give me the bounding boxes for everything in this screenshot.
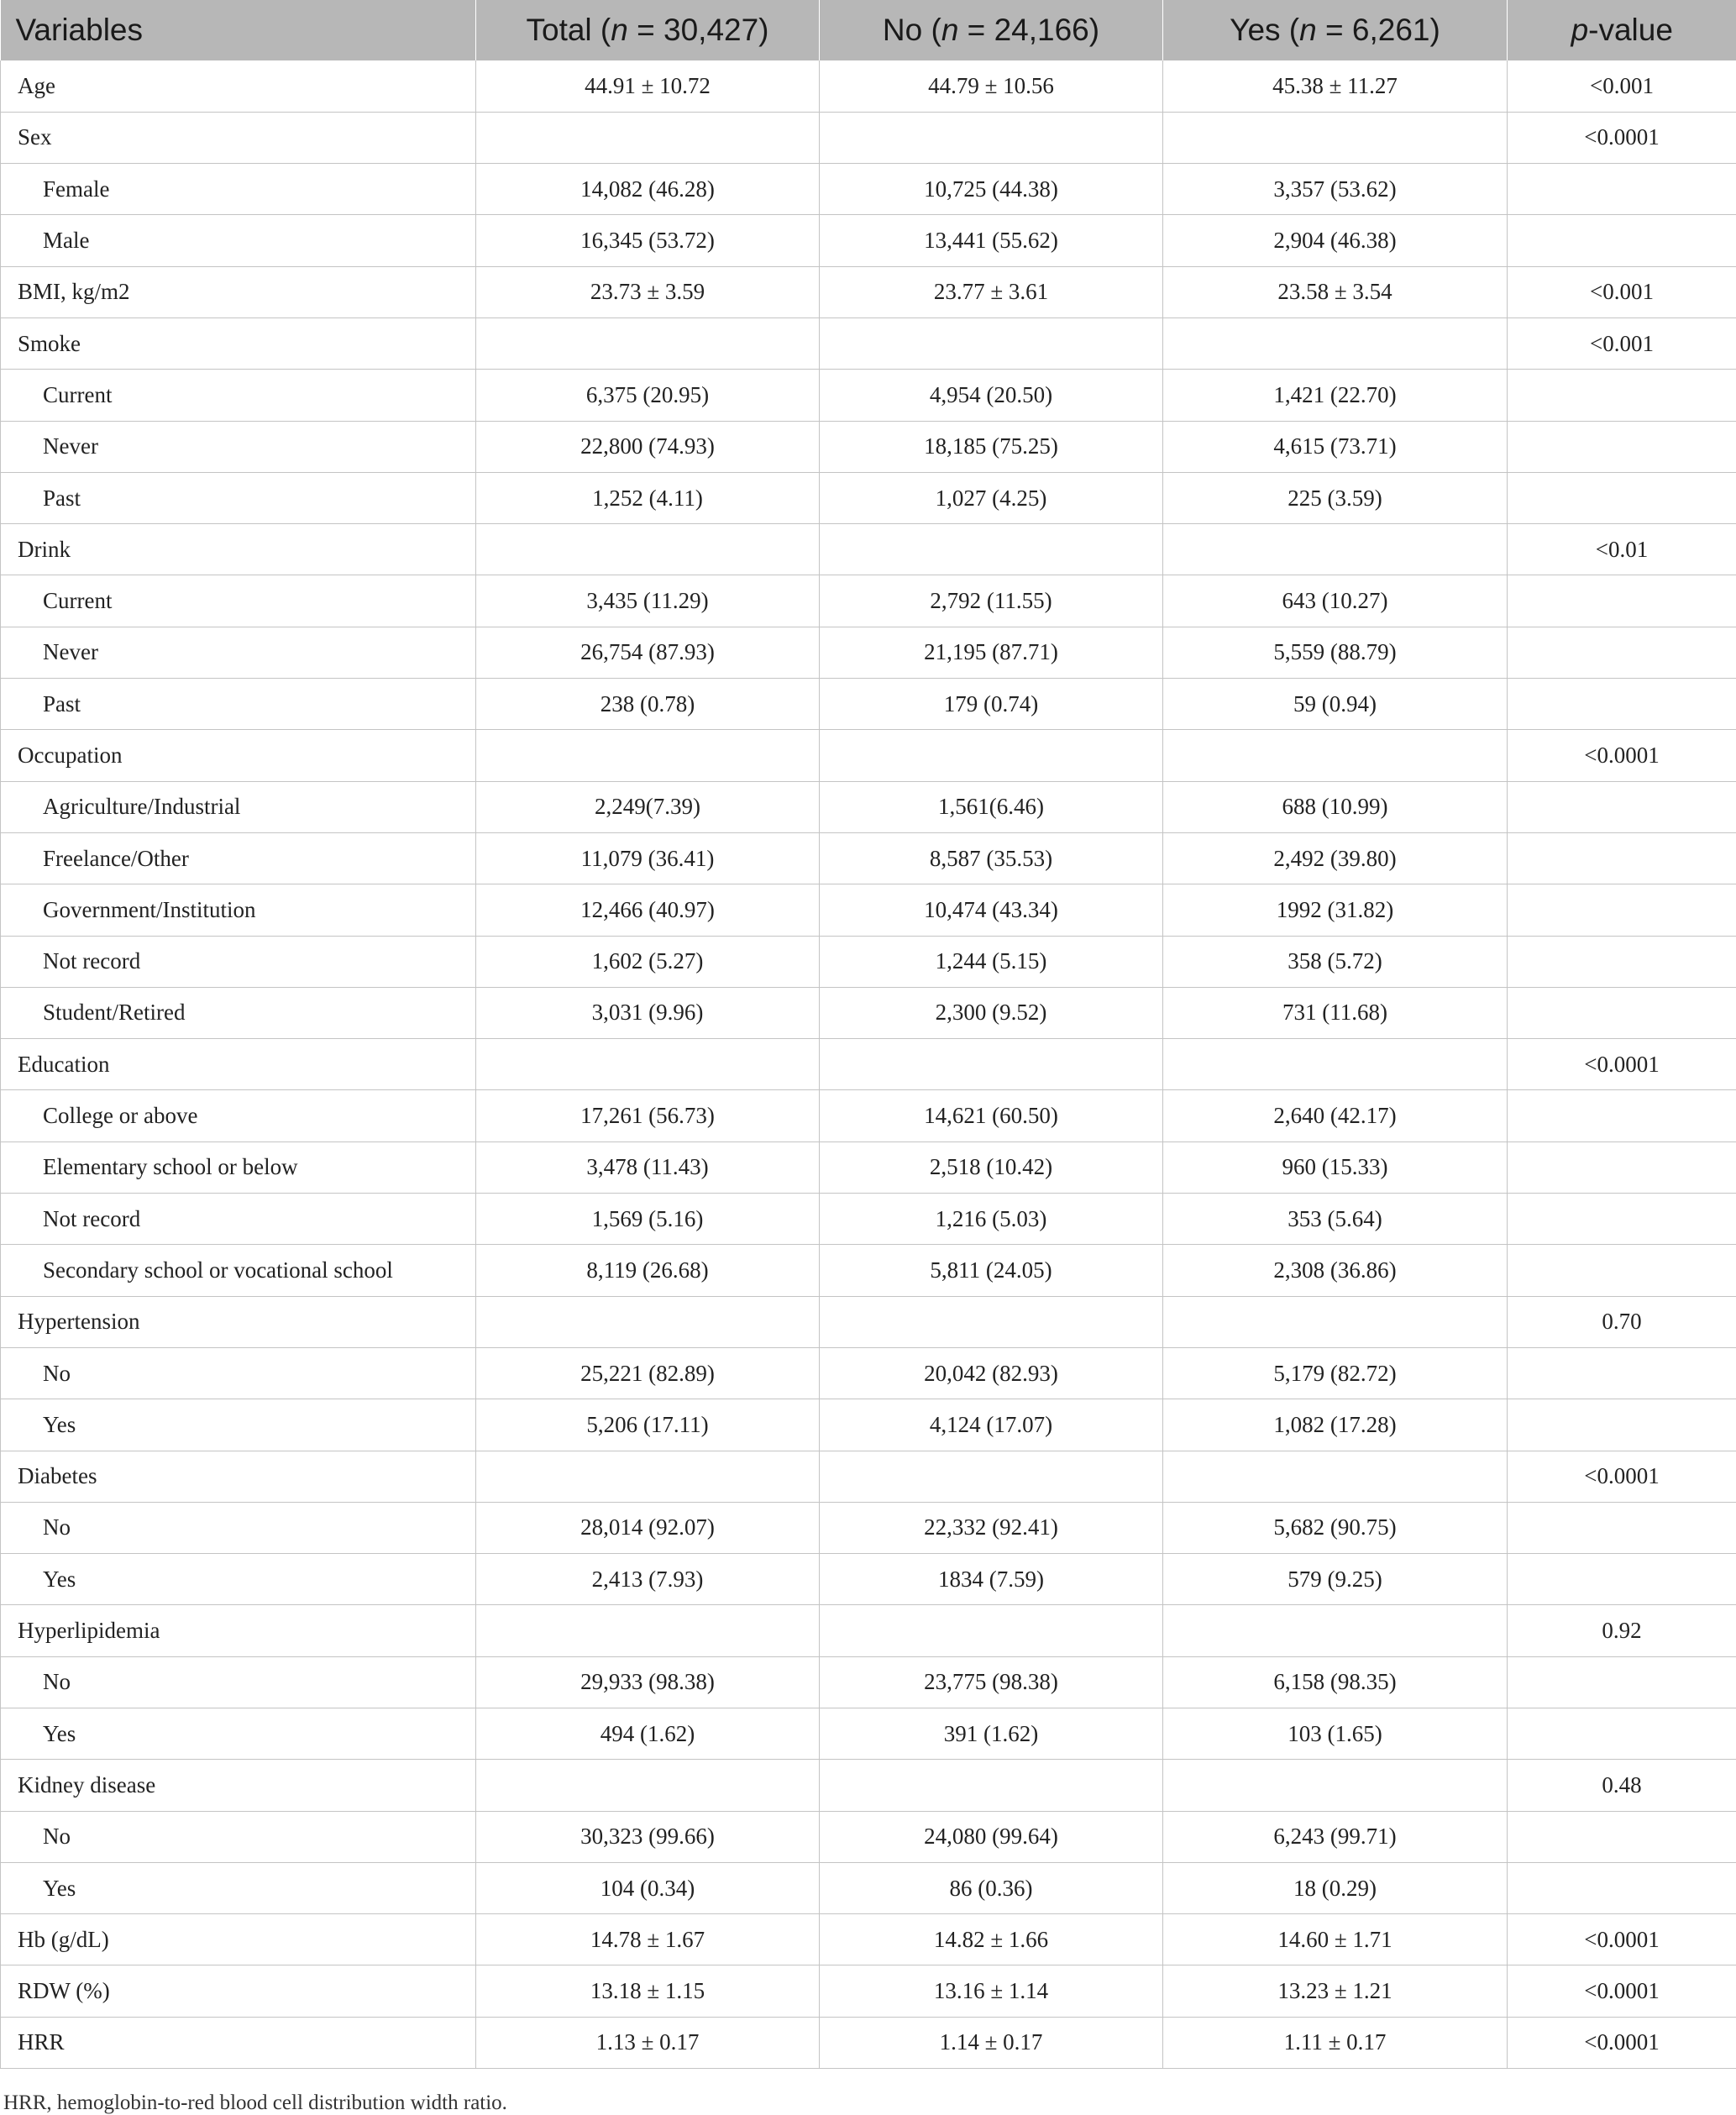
yes-cell: 5,559 (88.79) — [1163, 627, 1508, 678]
variable-cell: Agriculture/Industrial — [1, 781, 476, 832]
variable-cell: Hypertension — [1, 1296, 476, 1347]
p-value-cell — [1508, 1862, 1736, 1913]
p-value-cell — [1508, 936, 1736, 987]
p-value-cell — [1508, 627, 1736, 678]
total-cell: 494 (1.62) — [476, 1708, 820, 1760]
table-subrow — [1, 936, 1736, 987]
yes-cell: 579 (9.25) — [1163, 1554, 1508, 1605]
table-row — [1, 1760, 1736, 1811]
total-cell — [476, 524, 820, 575]
table-row — [1, 318, 1736, 369]
yes-cell: 2,492 (39.80) — [1163, 832, 1508, 884]
no-cell: 44.79 ± 10.56 — [820, 60, 1163, 112]
table-subrow — [1, 1862, 1736, 1913]
yes-cell: 6,158 (98.35) — [1163, 1656, 1508, 1708]
table-subrow — [1, 987, 1736, 1038]
yes-cell: 4,615 (73.71) — [1163, 421, 1508, 472]
variable-cell: Yes — [1, 1399, 476, 1451]
total-cell — [476, 1605, 820, 1656]
p-value-cell — [1508, 679, 1736, 730]
variable-cell: No — [1, 1502, 476, 1553]
header-variables: Variables — [1, 0, 476, 60]
variable-cell: Secondary school or vocational school — [1, 1245, 476, 1296]
table-subrow — [1, 1554, 1736, 1605]
no-cell: 2,792 (11.55) — [820, 575, 1163, 627]
table-row — [1, 266, 1736, 318]
p-value-cell: <0.001 — [1508, 266, 1736, 318]
variable-cell: College or above — [1, 1090, 476, 1141]
table-subrow — [1, 421, 1736, 472]
total-cell: 14,082 (46.28) — [476, 164, 820, 215]
no-cell: 13,441 (55.62) — [820, 215, 1163, 266]
header-total: Total (n = 30,427) — [476, 0, 820, 60]
variable-cell: Elementary school or below — [1, 1141, 476, 1193]
header-yes: Yes (n = 6,261) — [1163, 0, 1508, 60]
no-cell — [820, 318, 1163, 369]
variable-cell: Not record — [1, 1194, 476, 1245]
table-subrow — [1, 370, 1736, 421]
no-cell: 8,587 (35.53) — [820, 832, 1163, 884]
yes-cell: 59 (0.94) — [1163, 679, 1508, 730]
variable-cell: Current — [1, 575, 476, 627]
variable-cell: No — [1, 1811, 476, 1862]
variable-cell: Past — [1, 472, 476, 523]
p-value-cell: <0.0001 — [1508, 2017, 1736, 2068]
table-subrow — [1, 1141, 1736, 1193]
no-cell — [820, 1451, 1163, 1502]
no-cell — [820, 524, 1163, 575]
table-row — [1, 1296, 1736, 1347]
no-cell: 179 (0.74) — [820, 679, 1163, 730]
table-subrow — [1, 627, 1736, 678]
no-cell: 2,300 (9.52) — [820, 987, 1163, 1038]
header-row — [1, 0, 1736, 60]
table-row — [1, 1914, 1736, 1965]
yes-cell: 103 (1.65) — [1163, 1708, 1508, 1760]
total-cell: 11,079 (36.41) — [476, 832, 820, 884]
no-cell: 22,332 (92.41) — [820, 1502, 1163, 1553]
total-cell — [476, 112, 820, 163]
no-cell: 5,811 (24.05) — [820, 1245, 1163, 1296]
yes-cell: 358 (5.72) — [1163, 936, 1508, 987]
no-cell: 14,621 (60.50) — [820, 1090, 1163, 1141]
variable-cell: Yes — [1, 1862, 476, 1913]
header-p-value: p-value — [1571, 13, 1673, 47]
p-value-cell: <0.001 — [1508, 318, 1736, 369]
yes-cell: 6,243 (99.71) — [1163, 1811, 1508, 1862]
p-value-cell — [1508, 215, 1736, 266]
yes-cell — [1163, 730, 1508, 781]
table-row — [1, 1451, 1736, 1502]
no-cell — [820, 112, 1163, 163]
no-cell: 1834 (7.59) — [820, 1554, 1163, 1605]
table-subrow — [1, 472, 1736, 523]
variable-cell: Smoke — [1, 318, 476, 369]
variable-cell: Hyperlipidemia — [1, 1605, 476, 1656]
table-subrow — [1, 575, 1736, 627]
table-row — [1, 112, 1736, 163]
yes-cell: 688 (10.99) — [1163, 781, 1508, 832]
no-cell — [820, 730, 1163, 781]
yes-cell: 225 (3.59) — [1163, 472, 1508, 523]
yes-cell — [1163, 318, 1508, 369]
variable-cell: HRR — [1, 2017, 476, 2068]
p-value-cell: 0.48 — [1508, 1760, 1736, 1811]
p-value-cell: 0.70 — [1508, 1296, 1736, 1347]
total-cell: 6,375 (20.95) — [476, 370, 820, 421]
no-cell — [820, 1605, 1163, 1656]
p-value-cell — [1508, 575, 1736, 627]
variable-cell: Yes — [1, 1554, 476, 1605]
yes-cell: 1,421 (22.70) — [1163, 370, 1508, 421]
p-value-cell — [1508, 1554, 1736, 1605]
total-cell: 14.78 ± 1.67 — [476, 1914, 820, 1965]
variable-cell: Drink — [1, 524, 476, 575]
table-subrow — [1, 781, 1736, 832]
total-cell: 1,569 (5.16) — [476, 1194, 820, 1245]
p-value-cell: <0.0001 — [1508, 730, 1736, 781]
variable-cell: Student/Retired — [1, 987, 476, 1038]
p-value-cell: 0.92 — [1508, 1605, 1736, 1656]
variable-cell: Male — [1, 215, 476, 266]
table-header — [1, 0, 1736, 60]
table-row — [1, 1605, 1736, 1656]
variable-cell: Yes — [1, 1708, 476, 1760]
p-value-cell — [1508, 1090, 1736, 1141]
no-cell — [820, 1039, 1163, 1090]
total-cell: 5,206 (17.11) — [476, 1399, 820, 1451]
table-subrow — [1, 1708, 1736, 1760]
p-value-cell: <0.0001 — [1508, 1914, 1736, 1965]
p-value-cell — [1508, 832, 1736, 884]
p-value-cell — [1508, 1399, 1736, 1451]
p-value-cell: <0.0001 — [1508, 1965, 1736, 2017]
no-cell: 14.82 ± 1.66 — [820, 1914, 1163, 1965]
total-cell: 29,933 (98.38) — [476, 1656, 820, 1708]
no-cell: 4,124 (17.07) — [820, 1399, 1163, 1451]
variable-cell: Hb (g/dL) — [1, 1914, 476, 1965]
p-value-cell — [1508, 1141, 1736, 1193]
total-cell: 8,119 (26.68) — [476, 1245, 820, 1296]
no-cell: 391 (1.62) — [820, 1708, 1163, 1760]
total-cell: 3,435 (11.29) — [476, 575, 820, 627]
p-value-cell — [1508, 472, 1736, 523]
variable-cell: Current — [1, 370, 476, 421]
no-cell: 10,725 (44.38) — [820, 164, 1163, 215]
p-value-cell — [1508, 1708, 1736, 1760]
variable-cell: Age — [1, 60, 476, 112]
total-cell: 30,323 (99.66) — [476, 1811, 820, 1862]
total-cell: 1,602 (5.27) — [476, 936, 820, 987]
yes-cell: 2,308 (36.86) — [1163, 1245, 1508, 1296]
yes-cell: 3,357 (53.62) — [1163, 164, 1508, 215]
yes-cell: 1,082 (17.28) — [1163, 1399, 1508, 1451]
total-cell — [476, 1760, 820, 1811]
variable-cell: RDW (%) — [1, 1965, 476, 2017]
total-cell: 104 (0.34) — [476, 1862, 820, 1913]
total-cell: 1,252 (4.11) — [476, 472, 820, 523]
table-row — [1, 730, 1736, 781]
total-cell — [476, 1451, 820, 1502]
yes-cell — [1163, 112, 1508, 163]
variable-cell: Not record — [1, 936, 476, 987]
yes-cell: 1992 (31.82) — [1163, 884, 1508, 936]
table-subrow — [1, 884, 1736, 936]
no-cell: 20,042 (82.93) — [820, 1347, 1163, 1399]
yes-cell — [1163, 1451, 1508, 1502]
table-subrow — [1, 832, 1736, 884]
p-value-cell — [1508, 1502, 1736, 1553]
p-value-cell — [1508, 1656, 1736, 1708]
yes-cell: 731 (11.68) — [1163, 987, 1508, 1038]
yes-cell: 2,640 (42.17) — [1163, 1090, 1508, 1141]
p-value-cell — [1508, 884, 1736, 936]
variable-cell: Education — [1, 1039, 476, 1090]
no-cell: 18,185 (75.25) — [820, 421, 1163, 472]
table-subrow — [1, 1656, 1736, 1708]
table-footnote: HRR, hemoglobin-to-red blood cell distribution width ratio. — [3, 2091, 507, 2114]
total-cell: 44.91 ± 10.72 — [476, 60, 820, 112]
variable-cell: Never — [1, 421, 476, 472]
yes-cell: 960 (15.33) — [1163, 1141, 1508, 1193]
yes-cell: 353 (5.64) — [1163, 1194, 1508, 1245]
table-subrow — [1, 164, 1736, 215]
no-cell: 1,244 (5.15) — [820, 936, 1163, 987]
p-value-cell — [1508, 1245, 1736, 1296]
no-cell: 1,216 (5.03) — [820, 1194, 1163, 1245]
total-cell: 2,413 (7.93) — [476, 1554, 820, 1605]
p-value-cell — [1508, 781, 1736, 832]
total-cell: 17,261 (56.73) — [476, 1090, 820, 1141]
total-cell: 13.18 ± 1.15 — [476, 1965, 820, 2017]
yes-cell — [1163, 1296, 1508, 1347]
table-subrow — [1, 1347, 1736, 1399]
yes-cell: 5,682 (90.75) — [1163, 1502, 1508, 1553]
variable-cell: Never — [1, 627, 476, 678]
total-cell — [476, 730, 820, 781]
no-cell — [820, 1296, 1163, 1347]
p-value-cell: <0.0001 — [1508, 1451, 1736, 1502]
total-cell: 16,345 (53.72) — [476, 215, 820, 266]
table-row — [1, 524, 1736, 575]
table-subrow — [1, 215, 1736, 266]
no-cell: 1.14 ± 0.17 — [820, 2017, 1163, 2068]
variable-cell: Past — [1, 679, 476, 730]
total-cell — [476, 318, 820, 369]
p-value-cell — [1508, 1194, 1736, 1245]
no-cell: 1,027 (4.25) — [820, 472, 1163, 523]
header-no: No (n = 24,166) — [820, 0, 1163, 60]
p-value-cell — [1508, 164, 1736, 215]
yes-cell: 5,179 (82.72) — [1163, 1347, 1508, 1399]
total-cell: 238 (0.78) — [476, 679, 820, 730]
yes-cell: 14.60 ± 1.71 — [1163, 1914, 1508, 1965]
variable-cell: Freelance/Other — [1, 832, 476, 884]
no-cell: 23.77 ± 3.61 — [820, 266, 1163, 318]
p-value-cell — [1508, 421, 1736, 472]
yes-cell — [1163, 1605, 1508, 1656]
variable-cell: No — [1, 1347, 476, 1399]
no-cell: 4,954 (20.50) — [820, 370, 1163, 421]
p-value-cell — [1508, 1811, 1736, 1862]
variable-cell: Occupation — [1, 730, 476, 781]
total-cell: 26,754 (87.93) — [476, 627, 820, 678]
no-cell: 23,775 (98.38) — [820, 1656, 1163, 1708]
yes-cell: 23.58 ± 3.54 — [1163, 266, 1508, 318]
yes-cell: 643 (10.27) — [1163, 575, 1508, 627]
p-value-cell — [1508, 987, 1736, 1038]
variable-cell: BMI, kg/m2 — [1, 266, 476, 318]
p-value-cell — [1508, 370, 1736, 421]
table-row — [1, 2017, 1736, 2068]
table-subrow — [1, 1811, 1736, 1862]
table-row — [1, 1965, 1736, 2017]
total-cell: 3,031 (9.96) — [476, 987, 820, 1038]
table-subrow — [1, 1502, 1736, 1553]
table-subrow — [1, 1194, 1736, 1245]
p-value-cell: <0.0001 — [1508, 112, 1736, 163]
no-cell: 10,474 (43.34) — [820, 884, 1163, 936]
no-cell: 86 (0.36) — [820, 1862, 1163, 1913]
total-cell: 2,249(7.39) — [476, 781, 820, 832]
variable-cell: Sex — [1, 112, 476, 163]
variable-cell: Government/Institution — [1, 884, 476, 936]
yes-cell — [1163, 1039, 1508, 1090]
yes-cell — [1163, 524, 1508, 575]
total-cell: 23.73 ± 3.59 — [476, 266, 820, 318]
total-cell: 25,221 (82.89) — [476, 1347, 820, 1399]
total-cell: 3,478 (11.43) — [476, 1141, 820, 1193]
no-cell: 24,080 (99.64) — [820, 1811, 1163, 1862]
yes-cell: 2,904 (46.38) — [1163, 215, 1508, 266]
table-row — [1, 60, 1736, 112]
table-row — [1, 1039, 1736, 1090]
variable-cell: Female — [1, 164, 476, 215]
yes-cell — [1163, 1760, 1508, 1811]
p-value-cell: <0.01 — [1508, 524, 1736, 575]
total-cell: 12,466 (40.97) — [476, 884, 820, 936]
table-subrow — [1, 1399, 1736, 1451]
table-subrow — [1, 1090, 1736, 1141]
no-cell: 2,518 (10.42) — [820, 1141, 1163, 1193]
yes-cell: 13.23 ± 1.21 — [1163, 1965, 1508, 2017]
variable-cell: Kidney disease — [1, 1760, 476, 1811]
no-cell: 13.16 ± 1.14 — [820, 1965, 1163, 2017]
total-cell — [476, 1296, 820, 1347]
yes-cell: 45.38 ± 11.27 — [1163, 60, 1508, 112]
table-subrow — [1, 1245, 1736, 1296]
total-cell: 1.13 ± 0.17 — [476, 2017, 820, 2068]
no-cell: 1,561(6.46) — [820, 781, 1163, 832]
total-cell: 22,800 (74.93) — [476, 421, 820, 472]
p-value-cell: <0.0001 — [1508, 1039, 1736, 1090]
table-body — [1, 60, 1736, 2069]
no-cell — [820, 1760, 1163, 1811]
total-cell: 28,014 (92.07) — [476, 1502, 820, 1553]
table-subrow — [1, 679, 1736, 730]
total-cell — [476, 1039, 820, 1090]
p-value-cell — [1508, 1347, 1736, 1399]
yes-cell: 18 (0.29) — [1163, 1862, 1508, 1913]
variable-cell: No — [1, 1656, 476, 1708]
no-cell: 21,195 (87.71) — [820, 627, 1163, 678]
p-value-cell: <0.001 — [1508, 60, 1736, 112]
variable-cell: Diabetes — [1, 1451, 476, 1502]
yes-cell: 1.11 ± 0.17 — [1163, 2017, 1508, 2068]
